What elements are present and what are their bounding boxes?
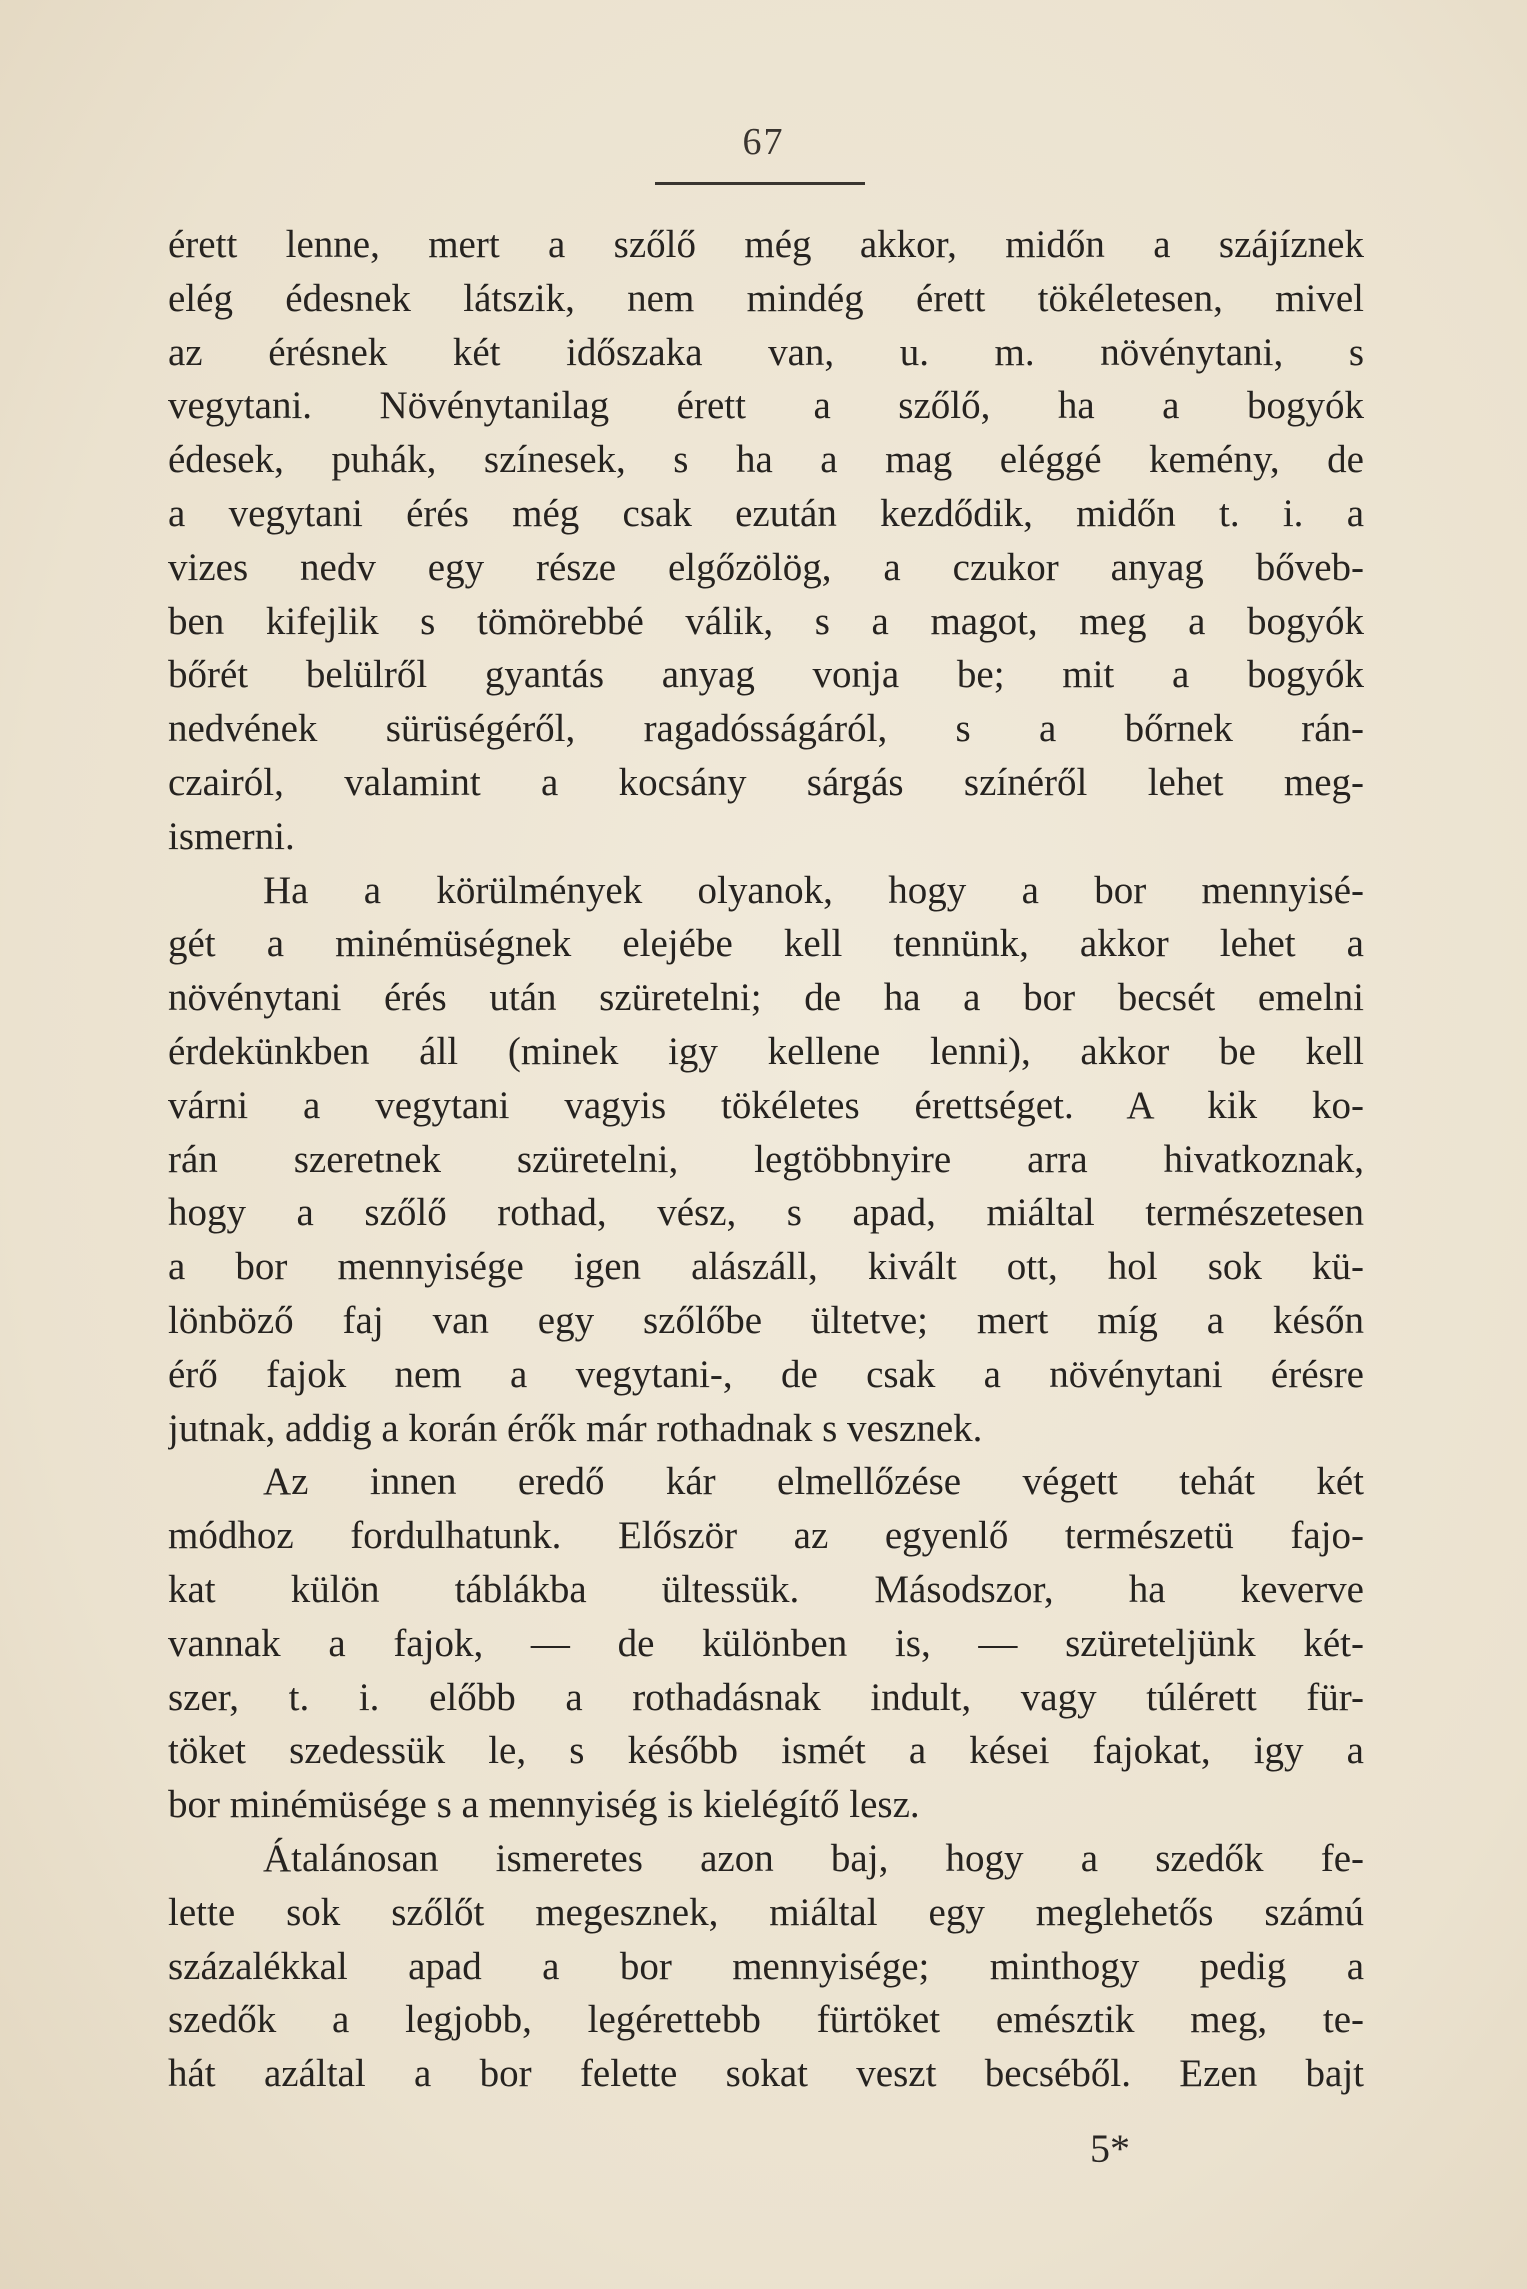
text-line: Az innen eredő kár elmellőzése végett tehát két	[263, 1460, 1364, 1504]
text-line: gét a minémüségnek elejébe kell tennünk, akkor lehet a	[168, 922, 1364, 966]
text-line: ismerni.	[168, 814, 295, 858]
text-line: vegytani. Növénytanilag érett a szőlő, ha a bogyók	[168, 384, 1364, 428]
page-number: 67	[742, 121, 785, 163]
text-line: bőrét belülről gyantás anyag vonja be; mit a bogyók	[168, 653, 1364, 697]
text-line: lönböző faj van egy szőlőbe ültetve; mert míg a későn	[168, 1298, 1364, 1342]
text-line: lette sok szőlőt megesznek, miáltal egy meglehetős számú	[168, 1890, 1364, 1934]
text-line: édesek, puhák, színesek, s ha a mag eléggé kemény, de	[168, 438, 1364, 482]
text-line: kat külön táblákba ültessük. Másodszor, ha keverve	[168, 1567, 1364, 1611]
text-line: vizes nedv egy része elgőzölög, a czukor anyag bőveb-	[168, 545, 1364, 589]
text-line: jutnak, addig a korán érők már rothadnak s vesznek.	[168, 1406, 983, 1450]
text-line: szer, t. i. előbb a rothadásnak indult, vagy túlérett für-	[168, 1675, 1364, 1719]
text-line: a bor mennyisége igen alászáll, kivált ott, hol sok kü-	[168, 1245, 1364, 1289]
text-line: bor minémüsége s a mennyiség is kielégítő lesz.	[168, 1783, 920, 1827]
text-line: módhoz fordulhatunk. Először az egyenlő természetü fajo-	[168, 1514, 1364, 1558]
text-line: érő fajok nem a vegytani-, de csak a növénytani érésre	[168, 1352, 1364, 1396]
text-line: Átalánosan ismeretes azon baj, hogy a szedők fe-	[263, 1836, 1364, 1880]
text-line: elég édesnek látszik, nem mindég érett tökéletesen, mivel	[168, 276, 1364, 320]
text-line: hát azáltal a bor felette sokat veszt becséből. Ezen bajt	[168, 2052, 1364, 2096]
text-line: százalékkal apad a bor mennyisége; minthogy pedig a	[168, 1944, 1364, 1988]
text-line: szedők a legjobb, legérettebb fürtöket emésztik meg, te-	[168, 1998, 1364, 2042]
text-line: várni a vegytani vagyis tökéletes érettséget. A kik ko-	[168, 1083, 1364, 1127]
text-line: ben kifejlik s tömörebbé válik, s a magot, meg a bogyók	[168, 599, 1364, 643]
signature-mark: 5*	[1090, 2126, 1130, 2171]
text-line: rán szeretnek szüretelni, legtöbbnyire arra hivatkoznak,	[168, 1137, 1364, 1181]
text-line: vannak a fajok, — de különben is, — szüreteljünk két-	[168, 1621, 1364, 1665]
text-line: töket szedessük le, s később ismét a kései fajokat, igy a	[168, 1729, 1364, 1773]
text-line: érdekünkben áll (minek igy kellene lenni), akkor be kell	[168, 1029, 1364, 1073]
text-line: az érésnek két időszaka van, u. m. növénytani, s	[168, 330, 1364, 374]
text-line: a vegytani érés még csak ezután kezdődik, midőn t. i. a	[168, 491, 1364, 535]
text-line: növénytani érés után szüretelni; de ha a bor becsét emelni	[168, 976, 1364, 1020]
text-line: nedvének sürüségéről, ragadósságáról, s a bőrnek rán-	[168, 707, 1364, 751]
text-line: czairól, valamint a kocsány sárgás színéről lehet meg-	[168, 760, 1364, 804]
text-line: hogy a szőlő rothad, vész, s apad, miáltal természetesen	[168, 1191, 1364, 1235]
header-rule	[655, 182, 865, 185]
text-line: Ha a körülmények olyanok, hogy a bor mennyisé-	[263, 868, 1364, 912]
text-line: érett lenne, mert a szőlő még akkor, midőn a szájíznek	[168, 223, 1364, 266]
body-text	[168, 218, 1364, 2101]
